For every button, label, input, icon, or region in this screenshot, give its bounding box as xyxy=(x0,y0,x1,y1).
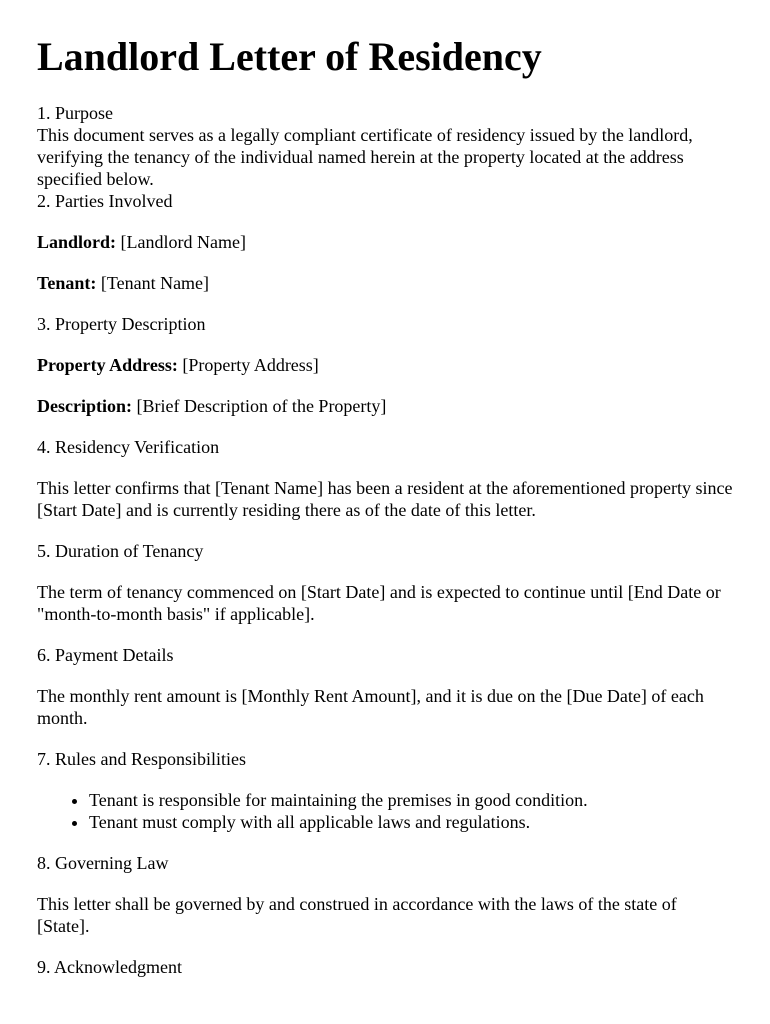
address-line xyxy=(37,354,733,376)
verification-text: This letter confirms that [Tenant Name] has been a resident at the aforementioned property since [Start Date] and is currently residing there as of the date of this letter. xyxy=(37,478,733,520)
law-text: This letter shall be governed by and construed in accordance with the laws of the state of [State]. xyxy=(37,894,677,936)
address-label: Property Address: xyxy=(37,355,178,375)
description-line xyxy=(37,395,733,417)
purpose-heading: 1. Purpose xyxy=(37,103,113,123)
list-item: • Tenant must comply with all applicable laws and regulations. xyxy=(89,811,733,833)
payment-text: The monthly rent amount is [Monthly Rent Amount], and it is due on the [Due Date] of each month. xyxy=(37,686,704,728)
document-title: Landlord Letter of Residency xyxy=(37,34,542,79)
description-value: [Brief Description of the Property] xyxy=(131,396,387,416)
ack-heading: 9. Acknowledgment xyxy=(37,957,182,977)
landlord-value: [Landlord Name] xyxy=(116,232,246,252)
rules-list xyxy=(37,789,733,833)
description-label: Description: xyxy=(37,396,132,416)
law-heading: 8. Governing Law xyxy=(37,853,169,873)
list-item: • Tenant is responsible for maintaining the premises in good condition. xyxy=(89,789,733,811)
tenant-label: Tenant: xyxy=(37,273,97,293)
duration-text: The term of tenancy commenced on [Start Date] and is expected to continue until [End Date or "month-to-month basis" if applicable]. xyxy=(37,582,721,624)
verification-heading: 4. Residency Verification xyxy=(37,437,220,457)
landlord-line xyxy=(37,231,733,253)
landlord-label: Landlord: xyxy=(37,232,117,252)
parties-heading: 2. Parties Involved xyxy=(37,191,173,211)
property-heading: 3. Property Description xyxy=(37,314,206,334)
tenant-value: [Tenant Name] xyxy=(96,273,210,293)
purpose-text: This document serves as a legally compliant certificate of residency issued by the landlord, verifying the tenancy of the individual named herein at the property located at the address specified below. xyxy=(37,125,693,189)
rules-heading: 7. Rules and Responsibilities xyxy=(37,749,246,769)
payment-heading: 6. Payment Details xyxy=(37,645,174,665)
duration-heading: 5. Duration of Tenancy xyxy=(37,541,204,561)
tenant-line xyxy=(37,272,733,294)
address-value: [Property Address] xyxy=(177,355,319,375)
